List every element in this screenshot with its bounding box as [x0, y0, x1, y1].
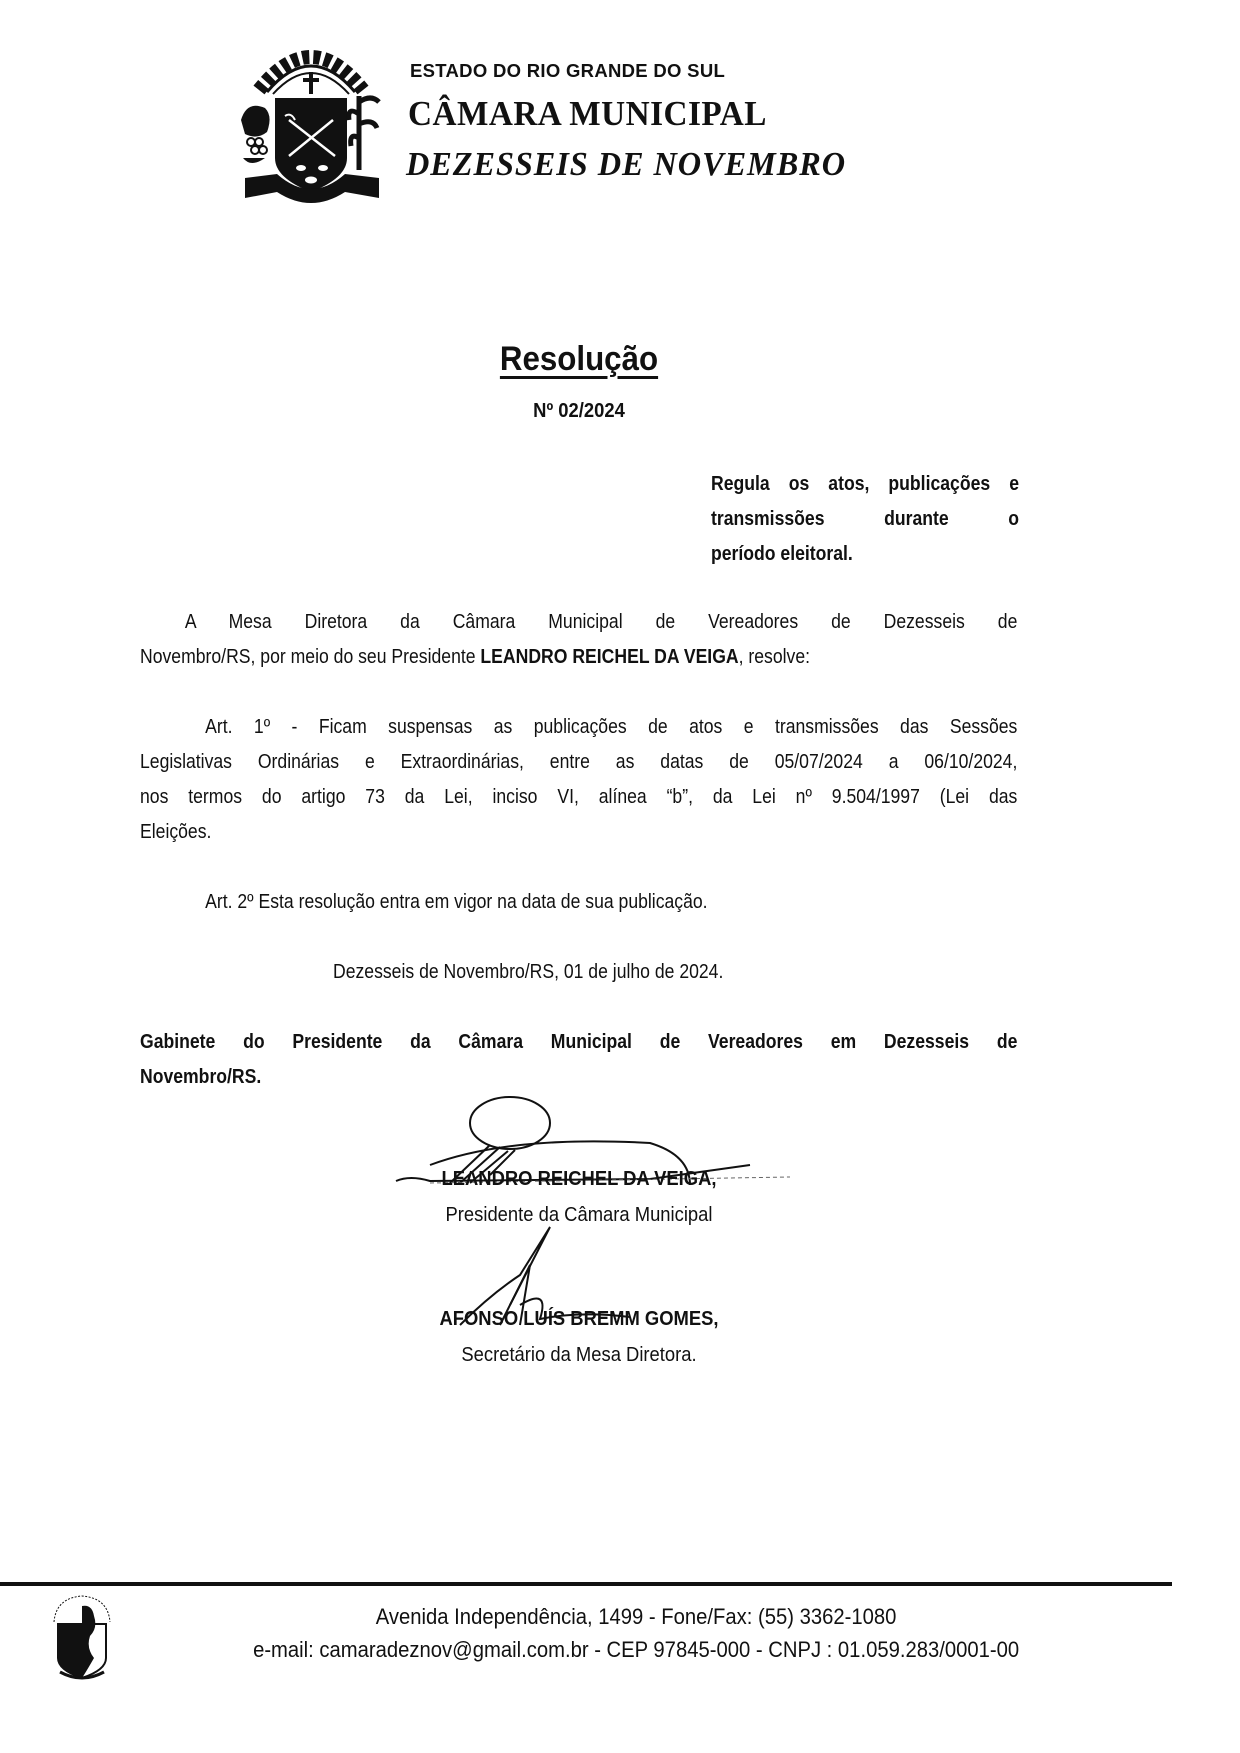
- president-signature-name: LEANDRO REICHEL DA VEIGA,: [441, 1168, 717, 1190]
- article-line: Eleições.: [140, 821, 212, 843]
- article-line: Legislativas Ordinárias e Extraordinárias, entre as datas de 05/07/2024 a 06/10/2024,: [140, 751, 1018, 773]
- intro-line: [140, 640, 1017, 675]
- president-name-inline: LEANDRO REICHEL DA VEIGA: [480, 646, 739, 668]
- footer-divider: [0, 1582, 1172, 1586]
- article-line: Art. 1º - Ficam suspensas as publicações de atos e transmissões das Sessões: [205, 716, 1018, 738]
- footer-contact: [50, 1637, 1191, 1663]
- municipal-crest-icon: [237, 28, 385, 204]
- document-title: Resolução: [499, 340, 659, 378]
- president-signature-role: Presidente da Câmara Municipal: [445, 1204, 713, 1226]
- office-statement: [140, 1025, 1017, 1095]
- secretary-signature-role: Secretário da Mesa Diretora.: [461, 1344, 697, 1366]
- footer-address-text: Avenida Independência, 1499 - Fone/Fax: (55) 3362-1080: [375, 1604, 897, 1629]
- header-state-name: ESTADO DO RIO GRANDE DO SUL: [410, 60, 726, 81]
- document-summary: [711, 467, 1019, 572]
- article-line: nos termos do artigo 73 da Lei, inciso VI, alínea “b”, da Lei nº 9.504/1997 (Lei das: [140, 786, 1018, 808]
- office-line: Novembro/RS.: [140, 1066, 262, 1088]
- header-institution-name: CÂMARA MUNICIPAL: [408, 94, 767, 133]
- footer-address: [50, 1604, 1191, 1630]
- secretary-signature-name: AFONSO LUÍS BREMM GOMES,: [439, 1308, 719, 1330]
- footer-contact-text: e-mail: camaradeznov@gmail.com.br - CEP 97845-000 - CNPJ : 01.059.283/0001-00: [253, 1637, 1020, 1662]
- header-city-name: DEZESSEIS DE NOVEMBRO: [406, 146, 846, 183]
- office-line: Gabinete do Presidente da Câmara Municipal de Vereadores em Dezesseis de: [140, 1031, 1018, 1053]
- article-line: Art. 2º Esta resolução entra em vigor na data de sua publicação.: [205, 891, 708, 913]
- intro-line: A Mesa Diretora da Câmara Municipal de Vereadores de Dezesseis de: [184, 611, 1018, 633]
- article-2: [140, 885, 1017, 920]
- article-1: [140, 710, 1017, 850]
- summary-line: transmissões durante o: [711, 508, 1019, 530]
- summary-line: período eleitoral.: [711, 543, 853, 565]
- intro-prefix: Novembro/RS, por meio do seu Presidente: [140, 646, 481, 668]
- place-and-date: Dezesseis de Novembro/RS, 01 de julho de 2024.: [333, 961, 724, 983]
- summary-line: Regula os atos, publicações e: [711, 473, 1019, 495]
- intro-paragraph: [140, 605, 1017, 675]
- document-number: Nº 02/2024: [533, 400, 625, 422]
- intro-suffix: , resolve:: [738, 646, 811, 668]
